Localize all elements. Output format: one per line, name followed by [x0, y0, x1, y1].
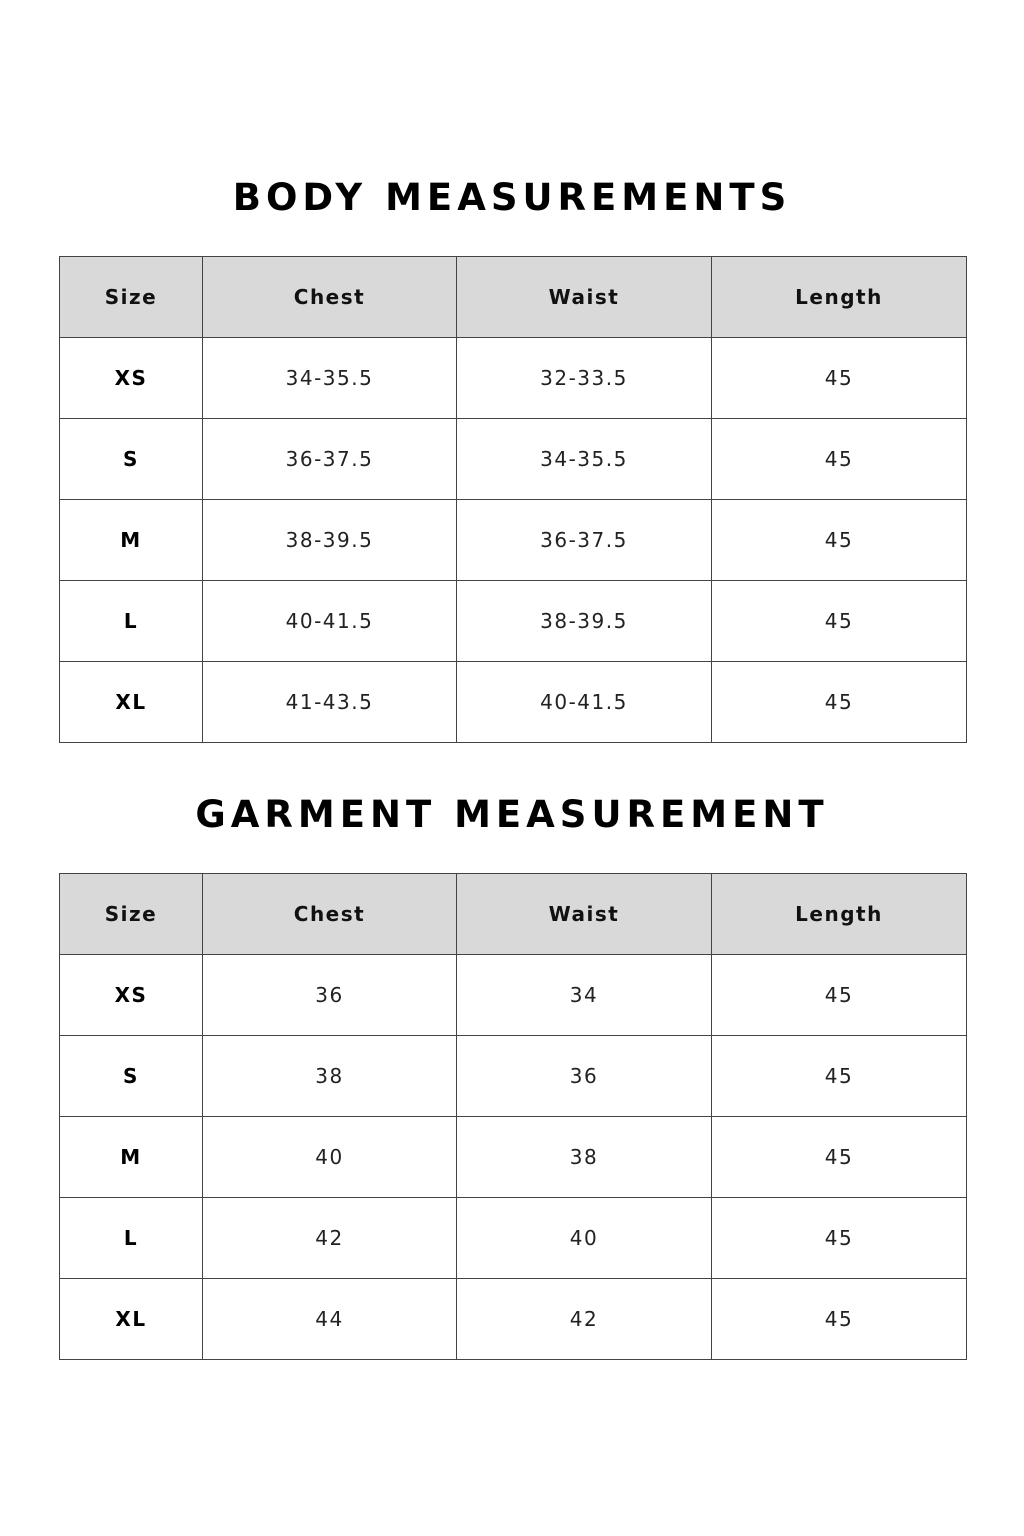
waist-cell: 32-33.5	[457, 338, 712, 419]
size-cell: XS	[60, 338, 203, 419]
table-row	[60, 338, 967, 419]
length-cell: 45	[712, 955, 967, 1036]
waist-cell: 34	[457, 955, 712, 1036]
waist-cell: 36	[457, 1036, 712, 1117]
column-header-waist: Waist	[457, 257, 712, 338]
table-row	[60, 1279, 967, 1360]
length-cell: 45	[712, 419, 967, 500]
chest-cell: 36	[203, 955, 457, 1036]
header-row	[60, 874, 967, 955]
size-cell: L	[60, 581, 203, 662]
chest-cell: 40	[203, 1117, 457, 1198]
waist-cell: 36-37.5	[457, 500, 712, 581]
size-cell: M	[60, 500, 203, 581]
table-row	[60, 1117, 967, 1198]
size-cell: XL	[60, 662, 203, 743]
size-cell: S	[60, 419, 203, 500]
table-body	[60, 955, 967, 1360]
length-cell: 45	[712, 1036, 967, 1117]
waist-cell: 42	[457, 1279, 712, 1360]
size-cell: M	[60, 1117, 203, 1198]
chest-cell: 41-43.5	[203, 662, 457, 743]
table-row	[60, 662, 967, 743]
table-row	[60, 419, 967, 500]
table-row	[60, 500, 967, 581]
waist-cell: 40-41.5	[457, 662, 712, 743]
size-cell: XL	[60, 1279, 203, 1360]
size-cell: S	[60, 1036, 203, 1117]
length-cell: 45	[712, 662, 967, 743]
header-row	[60, 257, 967, 338]
column-header-chest: Chest	[203, 257, 457, 338]
column-header-length: Length	[712, 257, 967, 338]
garment-measurement-table	[59, 873, 967, 1360]
length-cell: 45	[712, 1117, 967, 1198]
table-row	[60, 581, 967, 662]
size-cell: XS	[60, 955, 203, 1036]
table-row	[60, 955, 967, 1036]
length-cell: 45	[712, 1198, 967, 1279]
waist-cell: 38-39.5	[457, 581, 712, 662]
body-measurements-table	[59, 256, 967, 743]
chest-cell: 44	[203, 1279, 457, 1360]
column-header-chest: Chest	[203, 874, 457, 955]
length-cell: 45	[712, 338, 967, 419]
chest-cell: 38	[203, 1036, 457, 1117]
chest-cell: 34-35.5	[203, 338, 457, 419]
length-cell: 45	[712, 500, 967, 581]
table-body	[60, 338, 967, 743]
chest-cell: 36-37.5	[203, 419, 457, 500]
table-header	[60, 257, 967, 338]
column-header-size: Size	[60, 874, 203, 955]
chest-cell: 40-41.5	[203, 581, 457, 662]
table-row	[60, 1198, 967, 1279]
table-row	[60, 1036, 967, 1117]
garment-measurement-title: GARMENT MEASUREMENT	[195, 793, 829, 836]
waist-cell: 34-35.5	[457, 419, 712, 500]
waist-cell: 40	[457, 1198, 712, 1279]
body-measurements-title: BODY MEASUREMENTS	[232, 176, 792, 219]
chest-cell: 42	[203, 1198, 457, 1279]
waist-cell: 38	[457, 1117, 712, 1198]
column-header-length: Length	[712, 874, 967, 955]
length-cell: 45	[712, 1279, 967, 1360]
column-header-size: Size	[60, 257, 203, 338]
column-header-waist: Waist	[457, 874, 712, 955]
table-header	[60, 874, 967, 955]
size-cell: L	[60, 1198, 203, 1279]
length-cell: 45	[712, 581, 967, 662]
chest-cell: 38-39.5	[203, 500, 457, 581]
